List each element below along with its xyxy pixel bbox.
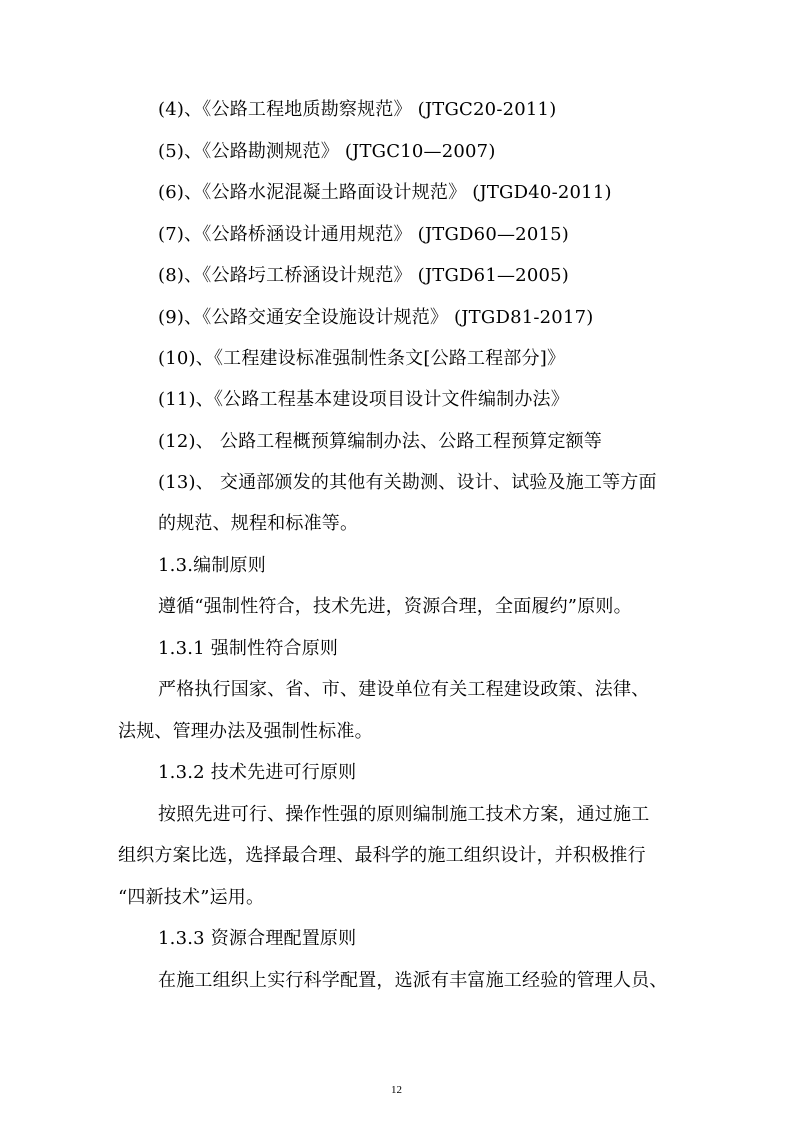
reference-item-6: (6)、《公路水泥混凝土路面设计规范》 (JTGD40-2011) (158, 182, 612, 203)
paragraph-1-3-2-line-3: “四新技术”运用。 (118, 887, 265, 908)
page-number: 12 (391, 1084, 402, 1096)
paragraph-1-3-1-line-1: 严格执行国家、省、市、建设单位有关工程建设政策、法律、 (158, 679, 650, 700)
paragraph-1-3-2-line-1: 按照先进可行、操作性强的原则编制施工技术方案，通过施工 (158, 804, 650, 825)
reference-item-13-cont: 的规范、规程和标准等。 (158, 513, 359, 534)
reference-item-12: (12)、 公路工程概预算编制办法、公路工程预算定额等 (158, 431, 603, 452)
reference-item-7: (7)、《公路桥涵设计通用规范》 (JTGD60—2015) (158, 224, 570, 245)
reference-item-9: (9)、《公路交通安全设施设计规范》 (JTGD81-2017) (158, 307, 594, 328)
paragraph-principles: 遵循“强制性符合，技术先进，资源合理，全面履约”原则。 (158, 596, 632, 617)
section-heading-1-3: 1.3.编制原则 (158, 555, 266, 576)
reference-item-10: (10)、《工程建设标准强制性条文[公路工程部分]》 (158, 348, 566, 369)
paragraph-1-3-1-line-2: 法规、管理办法及强制性标准。 (118, 721, 373, 742)
section-heading-1-3-2: 1.3.2 技术先进可行原则 (158, 762, 357, 783)
paragraph-1-3-2-line-2: 组织方案比选，选择最合理、最科学的施工组织设计，并积极推行 (118, 845, 646, 866)
reference-item-5: (5)、《公路勘测规范》 (JTGC10—2007) (158, 141, 496, 162)
section-heading-1-3-1: 1.3.1 强制性符合原则 (158, 638, 339, 659)
reference-item-8: (8)、《公路圬工桥涵设计规范》 (JTGD61—2005) (158, 265, 570, 286)
reference-item-13: (13)、 交通部颁发的其他有关勘测、设计、试验及施工等方面 (158, 472, 657, 493)
reference-item-4: (4)、《公路工程地质勘察规范》 (JTGC20-2011) (158, 99, 557, 120)
paragraph-1-3-3-line-1: 在施工组织上实行科学配置，选派有丰富施工经验的管理人员、 (158, 970, 668, 991)
section-heading-1-3-3: 1.3.3 资源合理配置原则 (158, 928, 357, 949)
reference-item-11: (11)、《公路工程基本建设项目设计文件编制办法》 (158, 389, 569, 410)
